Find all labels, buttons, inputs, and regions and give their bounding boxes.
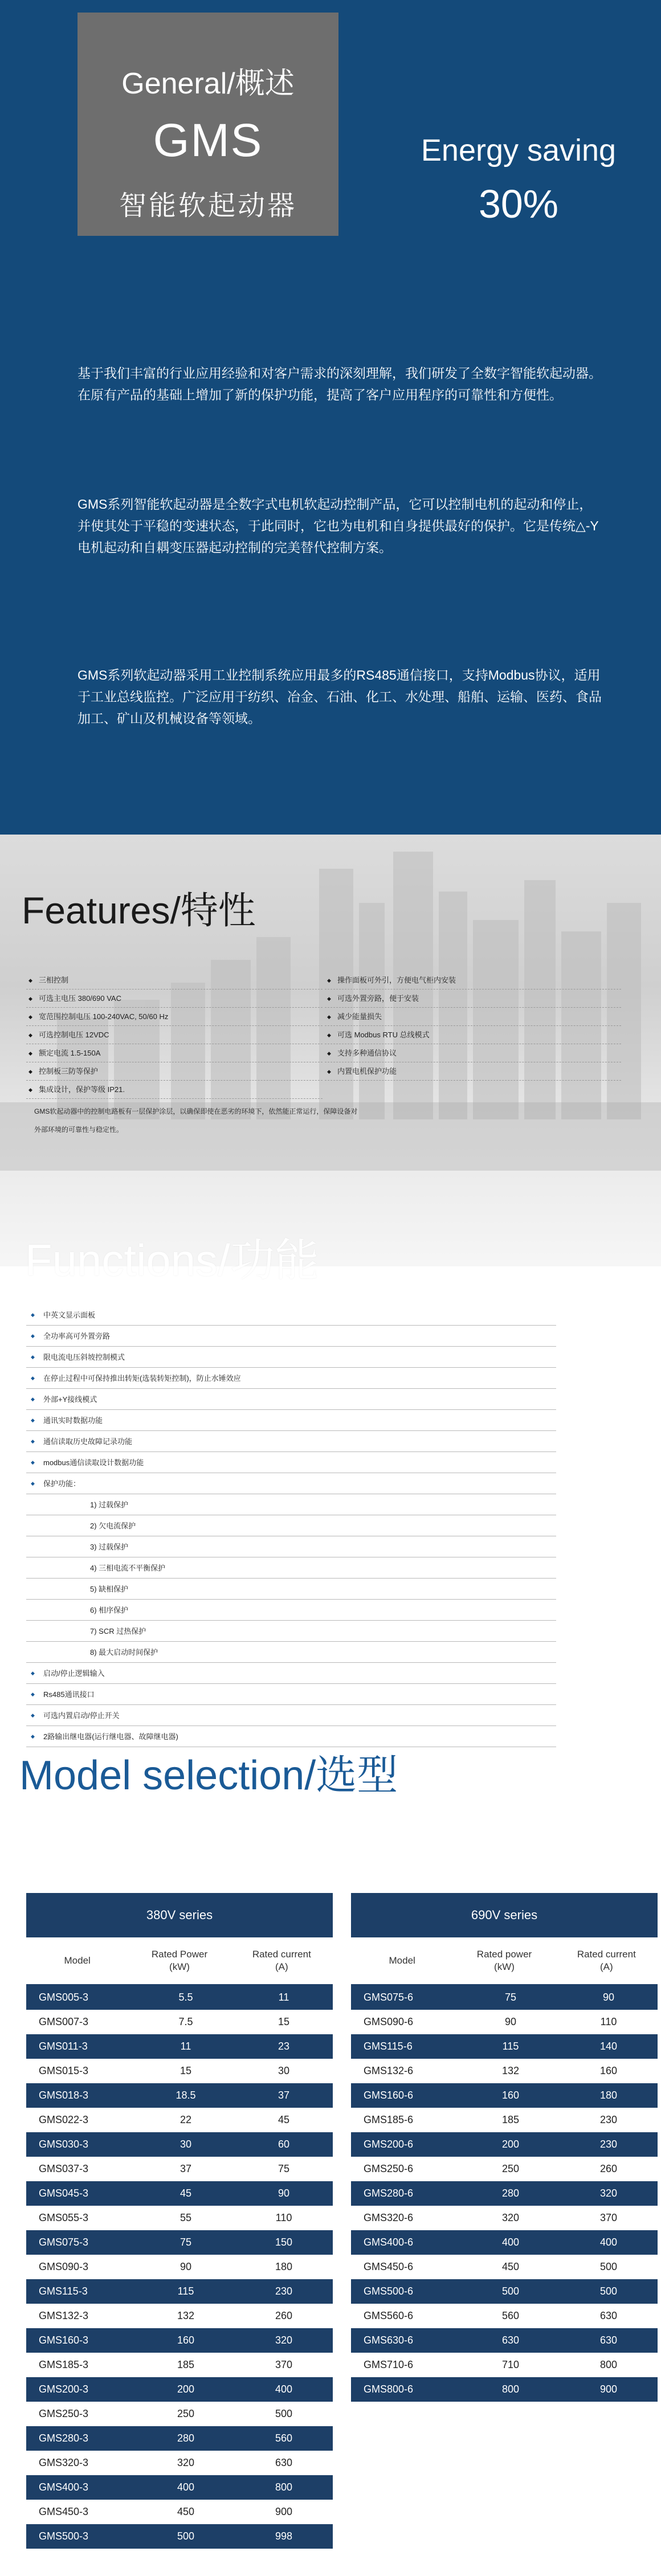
cell-model: GMS500-3 (39, 2530, 89, 2542)
functions-list (26, 1305, 556, 1747)
features-list-left (26, 971, 323, 1099)
general-paragraph-3: GMS系列软起动器采用工业控制系统应用最多的RS485通信接口，支持Modbus协议，适用于工业总线监控。广泛应用于纺织、冶金、石油、化工、水处理、船舶、运输、医药、食品加工、矿山及机械设备等领域。 (77, 668, 602, 726)
cell-current: 500 (275, 2408, 293, 2419)
cell-model: GMS007-3 (39, 2016, 89, 2027)
table-row (351, 2108, 658, 2132)
functions-title: Functions/功能 (25, 1235, 319, 1285)
cell-model: GMS320-3 (39, 2457, 89, 2468)
table-row (26, 2475, 333, 2500)
cell-model: GMS280-6 (364, 2187, 414, 2199)
function-subitem: 7) SCR 过热保护 (26, 1621, 556, 1642)
features-title: Features/特性 (22, 889, 256, 931)
function-item: ◆ modbus通信读取设计数据功能 (26, 1452, 556, 1473)
cell-model: GMS400-3 (39, 2481, 89, 2493)
product-name: GMS (153, 115, 263, 166)
column-header-power: Rated power (kW) (476, 1949, 532, 1972)
table-row (26, 2426, 333, 2451)
table-row (351, 2304, 658, 2328)
cell-model: GMS090-6 (364, 2016, 414, 2027)
feature-item: ◆ 可选 Modbus RTU 总线模式 (325, 1026, 621, 1044)
general-title-box (77, 13, 338, 236)
cell-power: 280 (177, 2432, 195, 2444)
cell-power: 30 (179, 2139, 192, 2150)
cell-current: 630 (599, 2310, 618, 2321)
cell-current: 110 (275, 2212, 292, 2223)
cell-current: 560 (275, 2432, 293, 2444)
cell-current: 320 (275, 2334, 293, 2346)
cell-power: 160 (177, 2334, 195, 2346)
cell-model: GMS115-3 (39, 2285, 88, 2297)
cell-current: 900 (275, 2506, 293, 2517)
cell-power: 500 (501, 2285, 520, 2297)
table-body (351, 1985, 658, 2402)
cell-model: GMS075-6 (364, 1992, 414, 2003)
product-name-cn: 智能软起动器 (119, 191, 297, 221)
table-body (26, 1985, 333, 2549)
series-header: 690V series (351, 1893, 658, 1937)
cell-power: 18.5 (176, 2090, 196, 2101)
cell-current: 180 (275, 2261, 293, 2272)
cell-model: GMS560-6 (364, 2310, 414, 2321)
cell-power: 450 (501, 2261, 520, 2272)
feature-item: ◆ 减少能量损失 (325, 1008, 621, 1026)
cell-current: 90 (602, 1992, 615, 2003)
cell-model: GMS250-3 (39, 2408, 89, 2419)
cell-model: GMS005-3 (39, 1992, 89, 2003)
table-row (26, 2524, 333, 2549)
cell-model: GMS022-3 (39, 2114, 89, 2125)
cell-power: 75 (179, 2236, 192, 2248)
cell-model: GMS015-3 (39, 2065, 89, 2076)
table-row (26, 2500, 333, 2524)
cell-power: 7.5 (178, 2016, 193, 2027)
cell-power: 90 (179, 2261, 192, 2272)
table-row (26, 2402, 333, 2426)
cell-power: 400 (177, 2481, 195, 2493)
cell-current: 500 (599, 2261, 618, 2272)
cell-power: 320 (177, 2457, 195, 2468)
cell-power: 500 (177, 2530, 195, 2542)
cell-model: GMS045-3 (39, 2187, 89, 2199)
cell-power: 160 (501, 2090, 520, 2101)
feature-item: ◆ 宽范围控制电压 100-240VAC, 50/60 Hz (26, 1008, 323, 1026)
cell-power: 115 (502, 2041, 519, 2052)
cell-current: 370 (599, 2212, 618, 2223)
cell-power: 200 (501, 2139, 520, 2150)
function-item: ◆ 可选内置启动/停止开关 (26, 1705, 556, 1726)
cell-power: 280 (501, 2187, 520, 2199)
cell-model: GMS075-3 (39, 2236, 89, 2248)
cell-current: 630 (599, 2334, 618, 2346)
general-title: General/概述 (121, 67, 295, 100)
cell-power: 800 (501, 2383, 520, 2395)
cell-current: 230 (275, 2285, 293, 2297)
cell-model: GMS090-3 (39, 2261, 89, 2272)
table-row (351, 2328, 658, 2353)
table-row (351, 2377, 658, 2402)
column-header-current: Rated current (A) (577, 1949, 636, 1972)
table-header (351, 1937, 658, 1985)
table-row (26, 2451, 333, 2475)
cell-power: 320 (501, 2212, 520, 2223)
column-header-model: Model (64, 1955, 91, 1966)
table-row (26, 2034, 333, 2059)
table-row (351, 2083, 658, 2108)
feature-item: ◆ 内置电机保护功能 (325, 1062, 621, 1081)
cell-power: 15 (179, 2065, 192, 2076)
function-item: ◆ 在停止过程中可保持推出转矩(选装转矩控制)，防止水锤效应 (26, 1368, 556, 1389)
table-row (351, 2206, 658, 2230)
table-row (26, 2157, 333, 2181)
table-row (26, 2181, 333, 2206)
table-row (26, 2206, 333, 2230)
table-row (26, 2328, 333, 2353)
table-row (351, 2230, 658, 2255)
cell-current: 180 (599, 2090, 618, 2101)
cell-power: 90 (504, 2016, 517, 2027)
table-row (351, 2132, 658, 2157)
cell-model: GMS160-6 (364, 2090, 414, 2101)
table-row (351, 2034, 658, 2059)
cell-power: 5.5 (178, 1992, 193, 2003)
cell-model: GMS500-6 (364, 2285, 414, 2297)
cell-power: 185 (501, 2114, 520, 2125)
function-item: ◆ 限电流电压斜坡控制模式 (26, 1347, 556, 1368)
cell-current: 160 (599, 2065, 618, 2076)
column-header-current: Rated current (A) (252, 1949, 311, 1972)
table-row (26, 2083, 333, 2108)
cell-current: 400 (275, 2383, 293, 2395)
cell-current: 140 (599, 2041, 618, 2052)
features-list-right (325, 971, 621, 1081)
cell-model: GMS320-6 (364, 2212, 414, 2223)
table-row (26, 2059, 333, 2083)
table-header (26, 1937, 333, 1985)
cell-power: 75 (504, 1992, 517, 2003)
features-note: GMS软起动器中的控制电路板有一层保护涂层，以确保即使在恶劣的环境下，依然能正常运行，保障设备对外部环境的可靠性与稳定性。 (34, 1107, 358, 1134)
cell-model: GMS132-6 (364, 2065, 414, 2076)
table-row (351, 2353, 658, 2377)
cell-model: GMS710-6 (364, 2359, 414, 2370)
cell-current: 320 (599, 2187, 618, 2199)
series-header: 380V series (26, 1893, 333, 1937)
cell-model: GMS011-3 (39, 2041, 88, 2052)
table-row (26, 2132, 333, 2157)
cell-model: GMS630-6 (364, 2334, 414, 2346)
cell-current: 45 (278, 2114, 290, 2125)
cell-current: 400 (599, 2236, 618, 2248)
cell-current: 60 (278, 2139, 290, 2150)
table-row (26, 2377, 333, 2402)
cell-model: GMS280-3 (39, 2432, 89, 2444)
cell-current: 23 (278, 2041, 290, 2052)
cell-current: 370 (275, 2359, 293, 2370)
column-header-model: Model (389, 1955, 415, 1966)
cell-model: GMS185-6 (364, 2114, 414, 2125)
cell-power: 630 (501, 2334, 520, 2346)
cell-model: GMS160-3 (39, 2334, 89, 2346)
cell-current: 500 (599, 2285, 618, 2297)
cell-model: GMS400-6 (364, 2236, 414, 2248)
general-paragraph-1: 基于我们丰富的行业应用经验和对客户需求的深刻理解，我们研发了全数字智能软起动器。在原有产品的基础上增加了新的保护功能，提高了客户应用程序的可靠性和方便性。 (77, 366, 602, 402)
feature-item: ◆ 操作面板可外引，方便电气柜内安装 (325, 971, 621, 989)
cell-power: 400 (501, 2236, 520, 2248)
function-subitem: 5) 缺相保护 (26, 1579, 556, 1600)
table-row (351, 2059, 658, 2083)
cell-model: GMS132-3 (39, 2310, 89, 2321)
function-item: ◆ 外部+Y接线模式 (26, 1389, 556, 1410)
function-subitem: 8) 最大启动时间保护 (26, 1642, 556, 1663)
cell-current: 90 (278, 2187, 290, 2199)
table-row (26, 2010, 333, 2034)
feature-item: ◆ 可选控制电压 12VDC (26, 1026, 323, 1044)
cell-model: GMS450-3 (39, 2506, 89, 2517)
general-paragraph-2: GMS系列智能软起动器是全数字式电机软起动控制产品，它可以控制电机的起动和停止，并使其处于平稳的变速状态，于此同时，它也为电机和自身提供最好的保护。它是传统△-Y电机起动和自耦变压器起动控制的完美替代控制方案。 (77, 497, 599, 555)
cell-power: 37 (179, 2163, 192, 2174)
table-row (351, 2255, 658, 2279)
cell-power: 185 (177, 2359, 195, 2370)
table-row (351, 2181, 658, 2206)
general-section (0, 0, 661, 835)
cell-current: 800 (275, 2481, 293, 2493)
table-row (351, 2157, 658, 2181)
function-item: ◆ Rs485通讯接口 (26, 1684, 556, 1705)
model-table-690v (351, 1893, 658, 2402)
cell-power: 11 (180, 2041, 191, 2052)
function-subitem: 4) 三相电流不平衡保护 (26, 1557, 556, 1579)
table-row (351, 2279, 658, 2304)
cell-current: 150 (275, 2236, 293, 2248)
features-section (0, 835, 661, 1266)
cell-current: 230 (599, 2114, 618, 2125)
cell-power: 45 (179, 2187, 192, 2199)
table-row (26, 2255, 333, 2279)
cell-current: 260 (599, 2163, 618, 2174)
feature-item: ◆ 三相控制 (26, 971, 323, 989)
cell-model: GMS018-3 (39, 2090, 89, 2101)
function-item: ◆ 中英文显示面板 (26, 1305, 556, 1326)
cell-model: GMS055-3 (39, 2212, 89, 2223)
cell-power: 55 (179, 2212, 192, 2223)
function-subitem: 2) 欠电流保护 (26, 1515, 556, 1536)
table-row (26, 2230, 333, 2255)
cell-current: 30 (278, 2065, 290, 2076)
cell-model: GMS800-6 (364, 2383, 414, 2395)
cell-power: 200 (177, 2383, 195, 2395)
cell-power: 22 (179, 2114, 192, 2125)
cell-power: 250 (177, 2408, 195, 2419)
function-subitem: 1) 过载保护 (26, 1494, 556, 1515)
cell-current: 630 (275, 2457, 293, 2468)
table-row (26, 2353, 333, 2377)
cell-model: GMS200-3 (39, 2383, 89, 2395)
cell-model: GMS250-6 (364, 2163, 414, 2174)
cell-power: 450 (177, 2506, 195, 2517)
table-row (26, 2279, 333, 2304)
cell-model: GMS115-6 (364, 2041, 413, 2052)
cell-power: 132 (177, 2310, 195, 2321)
function-item: ◆ 2路输出继电器(运行继电器、故障继电器) (26, 1726, 556, 1747)
table-row (26, 2108, 333, 2132)
cell-current: 37 (278, 2090, 290, 2101)
feature-item: ◆ 控制板三防等保护 (26, 1062, 323, 1081)
cell-current: 75 (278, 2163, 290, 2174)
cell-power: 132 (501, 2065, 520, 2076)
cell-current: 260 (275, 2310, 293, 2321)
cell-model: GMS200-6 (364, 2139, 414, 2150)
cell-current: 11 (278, 1992, 289, 2003)
function-item: ◆ 保护功能： (26, 1473, 556, 1494)
function-item: ◆ 启动/停止逻辑输入 (26, 1663, 556, 1684)
function-item: ◆ 通讯实时数据功能 (26, 1410, 556, 1431)
function-subitem: 6) 相序保护 (26, 1600, 556, 1621)
cell-current: 110 (600, 2016, 617, 2027)
function-item: ◆ 通信读取历史故障记录功能 (26, 1431, 556, 1452)
cell-current: 998 (275, 2530, 293, 2542)
function-item: ◆ 全功率高可外置旁路 (26, 1326, 556, 1347)
table-row (351, 1985, 658, 2010)
table-row (26, 2304, 333, 2328)
function-subitem: 3) 过载保护 (26, 1536, 556, 1557)
model-selection-title: Model selection/选型 (19, 1753, 398, 1798)
cell-power: 560 (501, 2310, 520, 2321)
feature-item: ◆ 额定电流 1.5-150A (26, 1044, 323, 1062)
table-row (26, 1985, 333, 2010)
cell-model: GMS450-6 (364, 2261, 414, 2272)
energy-saving-value: 30% (478, 182, 559, 226)
cell-model: GMS037-3 (39, 2163, 89, 2174)
column-header-power: Rated Power (kW) (151, 1949, 208, 1972)
cell-current: 15 (278, 2016, 290, 2027)
energy-saving-label: Energy saving (421, 133, 617, 167)
cell-power: 115 (177, 2285, 194, 2297)
feature-item: ◆ 可选主电压 380/690 VAC (26, 989, 323, 1008)
cell-power: 250 (501, 2163, 520, 2174)
table-row (351, 2010, 658, 2034)
cell-current: 800 (599, 2359, 618, 2370)
cell-power: 710 (501, 2359, 520, 2370)
feature-item: ◆ 集成设计，保护等级 IP21. (26, 1081, 323, 1099)
cell-model: GMS185-3 (39, 2359, 89, 2370)
cell-current: 230 (599, 2139, 618, 2150)
model-table-380v (26, 1893, 333, 2549)
feature-item: ◆ 支持多种通信协议 (325, 1044, 621, 1062)
feature-item: ◆ 可选外置旁路，便于安装 (325, 989, 621, 1008)
cell-model: GMS030-3 (39, 2139, 89, 2150)
cell-current: 900 (599, 2383, 618, 2395)
